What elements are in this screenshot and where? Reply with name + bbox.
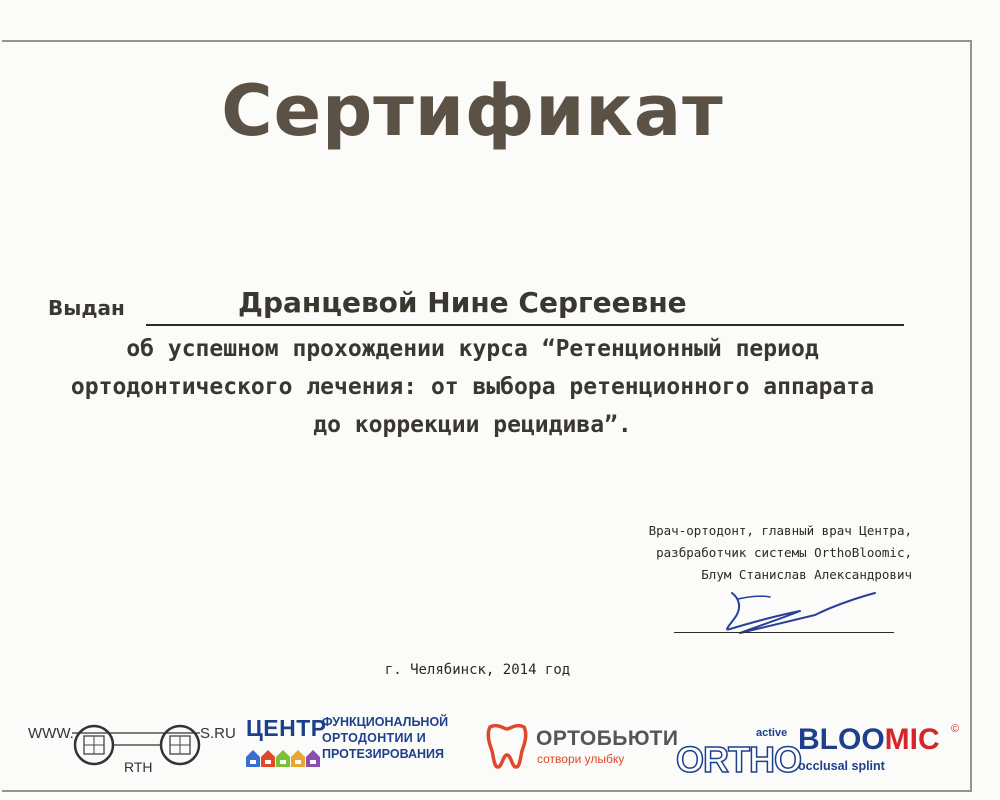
orthos-www: WWW. — [28, 725, 74, 742]
bloomic-mic: MIC — [884, 723, 940, 756]
signer-block — [649, 520, 912, 586]
bloomic-subtitle: occlusal splint — [798, 759, 885, 773]
centr-line3: ПРОТЕЗИРОВАНИЯ — [322, 747, 444, 761]
recipient-underline — [146, 324, 904, 326]
orthobeauty-name: ОРТОБЬЮТИ — [536, 727, 679, 750]
handwritten-signature — [670, 585, 900, 645]
course-line: до коррекции рецидива”. — [313, 412, 632, 438]
houses-icon — [246, 749, 322, 769]
signer-line: разбработчик системы OrthoBloomic, — [656, 545, 912, 560]
orthos-logo — [28, 719, 236, 779]
bloomic-wordmark — [798, 723, 940, 757]
orthobloomic-logo — [676, 719, 976, 785]
tooth-icon — [484, 721, 530, 771]
centr-logo — [246, 715, 456, 771]
signer-line: Врач-ортодонт, главный врач Центра, — [648, 523, 912, 538]
centr-line1: ФУНКЦИОНАЛЬНОЙ — [322, 715, 449, 729]
issued-row — [48, 286, 908, 332]
signature-area — [670, 585, 900, 645]
certificate-title: Сертификат — [221, 70, 724, 152]
course-description — [0, 330, 945, 444]
orthos-sru: S.RU — [200, 725, 236, 742]
course-line: об успешном прохождении курса “Ретенционный период — [126, 336, 819, 362]
course-line: ортодонтического лечения: от выбора ретенционного аппарата — [70, 374, 875, 400]
bloomic-ortho: ORTHO — [676, 739, 801, 780]
city-year: г. Челябинск, 2014 год — [384, 662, 571, 678]
orthos-rth: RTH — [124, 759, 153, 775]
centr-title: ЦЕНТР — [246, 715, 327, 741]
orthobeauty-logo — [484, 721, 679, 773]
issued-label: Выдан — [48, 296, 125, 320]
signer-line: Блум Станислав Александрович — [701, 567, 912, 582]
logo-strip — [0, 705, 1000, 785]
centr-line2: ОРТОДОНТИИ И — [322, 731, 427, 745]
bloomic-bloo: BLOO — [798, 723, 885, 756]
recipient-name: Дранцевой Нине Сергеевне — [238, 286, 687, 319]
bloomic-reg: © — [951, 723, 960, 735]
orthobeauty-tagline: сотвори улыбку — [537, 752, 625, 766]
bloomic-active: active — [756, 727, 788, 739]
signature-line — [674, 632, 894, 633]
